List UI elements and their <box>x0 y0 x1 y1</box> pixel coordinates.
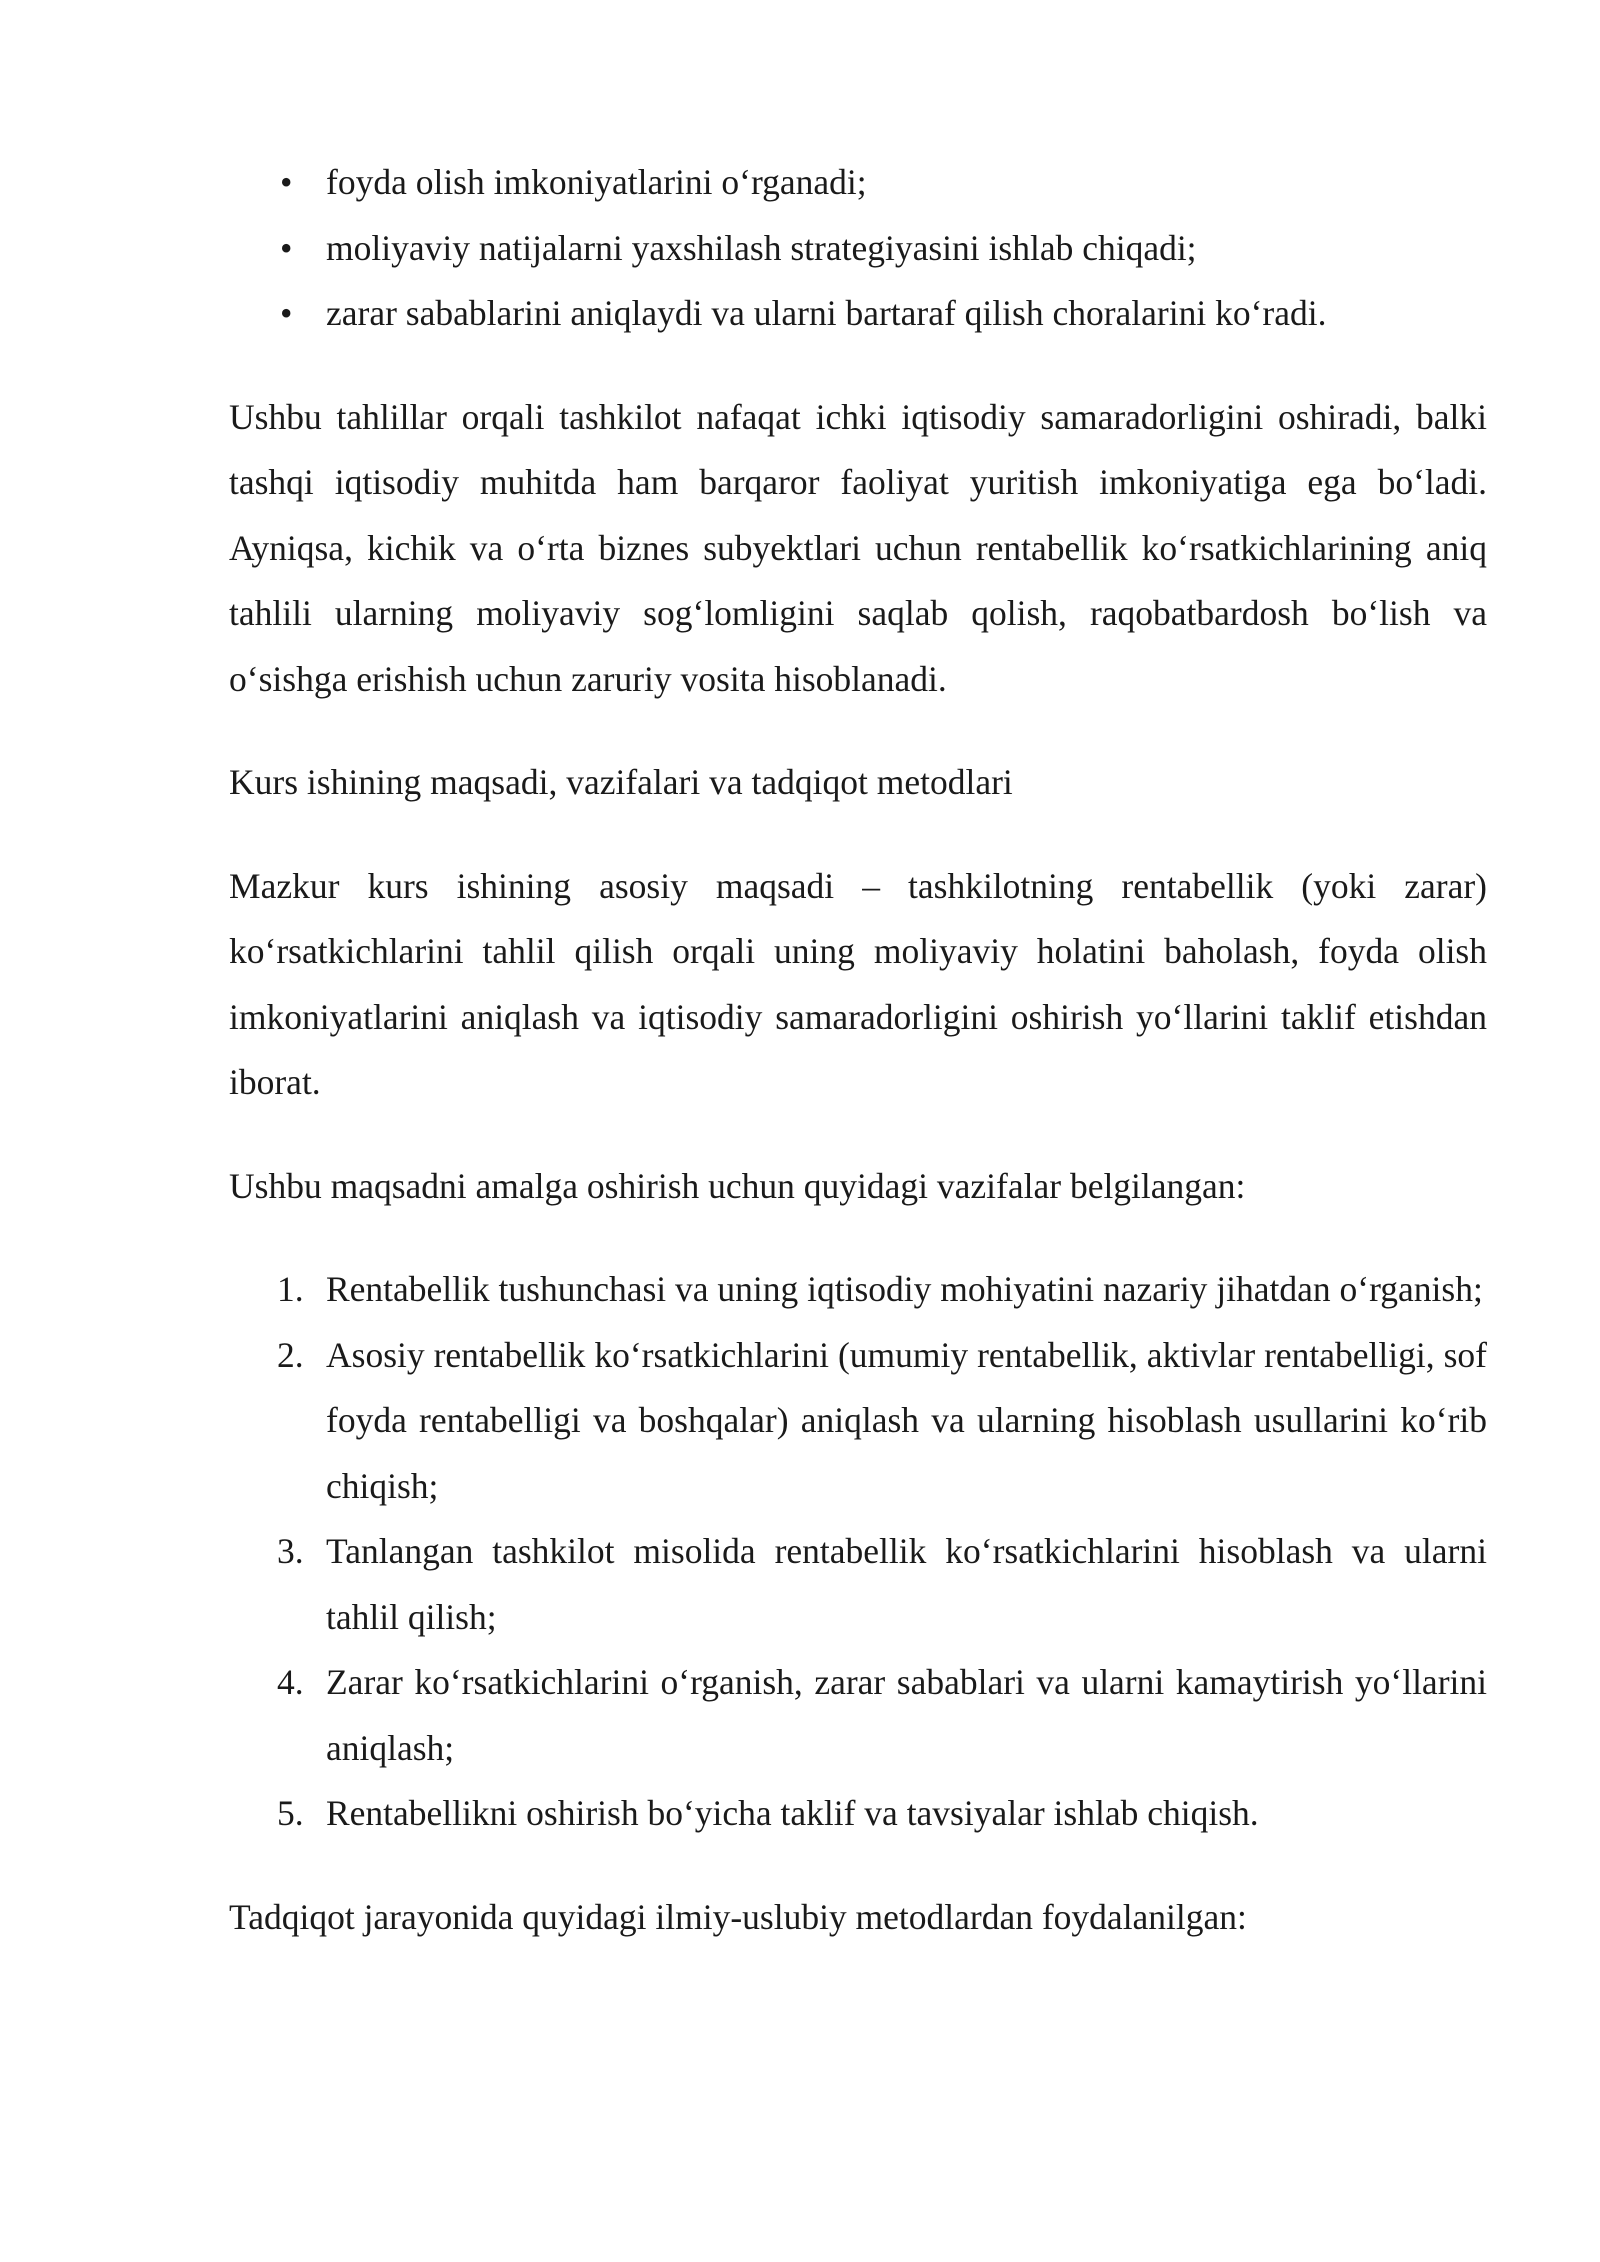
bullet-dot-icon: • <box>280 293 293 333</box>
bullet-item <box>229 150 1487 216</box>
intro-paragraph: Ushbu tahlillar orqali tashkilot nafaqat ichki iqtisodiy samaradorligini oshiradi, balki tashqi iqtisodiy muhitda ham barqaror faoliyat yuritish imkoniyatiga ega bo‘ladi. Ayniqsa, kichik va o‘rta biznes subyektlari uchun rentabellik ko‘rsatkichlarining aniq tahlili ularning moliyaviy sog‘lomligini saqlab qolish, raqobatbardosh bo‘lish va o‘sishga erishish uchun zaruriy vosita hisoblanadi. <box>229 396 1487 699</box>
bullet-dot-icon: • <box>280 162 293 202</box>
bullet-text: foyda olish imkoniyatlarini o‘rganadi; <box>326 162 867 202</box>
section-heading: Kurs ishining maqsadi, vazifalari va tadqiqot metodlari <box>229 762 1013 802</box>
task-item <box>229 1650 1487 1781</box>
aim-paragraph: Mazkur kurs ishining asosiy maqsadi – tashkilotning rentabellik (yoki zarar) ko‘rsatkichlarini tahlil qilish orqali uning moliyaviy holatini baholash, foyda olish imkoniyatlarini aniqlash va iqtisodiy samaradorligini oshirish yo‘llarini taklif etishdan iborat. <box>229 865 1487 1102</box>
task-number: 1. <box>277 1269 304 1309</box>
bullet-item <box>229 216 1487 282</box>
document-page <box>229 150 1487 1988</box>
tasks-list <box>229 1257 1487 1847</box>
tasks-intro: Ushbu maqsadni amalga oshirish uchun quyidagi vazifalar belgilangan: <box>229 1165 1246 1206</box>
task-text: Rentabellikni oshirish bo‘yicha taklif va tavsiyalar ishlab chiqish. <box>326 1793 1259 1833</box>
task-number: 3. <box>277 1531 304 1571</box>
bullet-text: zarar sabablarini aniqlaydi va ularni bartaraf qilish choralarini ko‘radi. <box>326 293 1327 333</box>
task-number: 5. <box>277 1793 304 1833</box>
task-number: 2. <box>277 1334 304 1375</box>
task-text: Asosiy rentabellik ko‘rsatkichlarini (umumiy rentabellik, aktivlar rentabelligi, sof foyda rentabelligi va boshqalar) aniqlash va ularning hisoblash usullarini ko‘rib chiqish; <box>326 1334 1487 1506</box>
task-item <box>229 1257 1487 1323</box>
bullet-list <box>229 150 1487 347</box>
task-text: Tanlangan tashkilot misolida rentabellik ko‘rsatkichlarini hisoblash va ularni tahlil qilish; <box>326 1531 1487 1637</box>
task-number: 4. <box>277 1662 304 1702</box>
task-text: Rentabellik tushunchasi va uning iqtisodiy mohiyatini nazariy jihatdan o‘rganish; <box>326 1269 1483 1309</box>
task-text: Zarar ko‘rsatkichlarini o‘rganish, zarar sabablari va ularni kamaytirish yo‘llarini aniqlash; <box>326 1662 1487 1768</box>
bullet-item <box>229 281 1487 347</box>
bullet-text: moliyaviy natijalarni yaxshilash strategiyasini ishlab chiqadi; <box>326 227 1197 268</box>
bullet-dot-icon: • <box>280 227 293 268</box>
task-item <box>229 1781 1487 1847</box>
task-item <box>229 1323 1487 1520</box>
methods-intro: Tadqiqot jarayonida quyidagi ilmiy-uslubiy metodlardan foydalanilgan: <box>229 1896 1247 1937</box>
task-item <box>229 1519 1487 1650</box>
